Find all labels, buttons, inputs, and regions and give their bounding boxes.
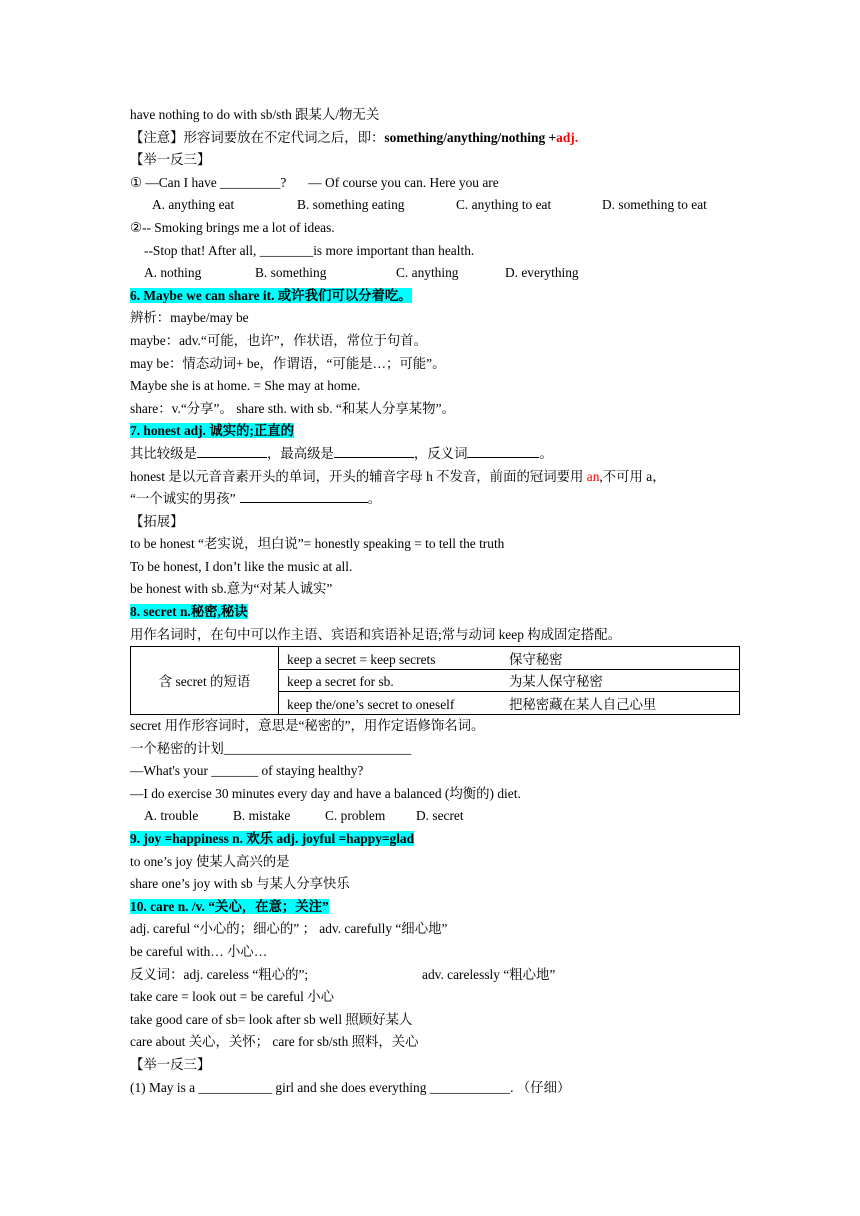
text-line: adj. careful “小心的；细心的” ； adv. carefully “细心地” (130, 921, 448, 937)
table-head-cell: 含 secret 的短语 (131, 647, 279, 715)
practice-heading: 【举一反三】 (130, 1056, 211, 1072)
section-heading-7: 7. honest adj. 诚实的;正直的 (130, 423, 295, 439)
text-line: be honest with sb.意为“对某人诚实” (130, 581, 333, 597)
text-line: share：v.“分享”。 share sth. with sb. “和某人分享某物”。 (130, 400, 455, 416)
question-line: (1) May is a ___________ girl and she does everything ____________. （仔细） (130, 1079, 571, 1095)
section-heading-9: 9. joy =happiness n. 欢乐 adj. joyful =happy=glad (130, 831, 415, 846)
text-line: to be honest “老实说，坦白说”= honestly speaking = to tell the truth (130, 536, 505, 552)
table-cell: keep a secret for sb. 为某人保守秘密 (279, 669, 740, 692)
table-cell: keep a secret = keep secrets 保守秘密 (279, 647, 740, 670)
question-line: —What's your _______ of staying healthy? (130, 763, 364, 779)
question-1-options: A. anything eat B. something eating C. anything to eat D. something to eat (152, 197, 707, 213)
text-line: care about 关心，关怀； care for sb/sth 照料，关心 (130, 1034, 419, 1050)
text-line: Maybe she is at home. = She may at home. (130, 378, 361, 394)
question-line: —I do exercise 30 minutes every day and have a balanced (均衡的) diet. (130, 785, 521, 801)
text-line: take good care of sb= look after sb well 照顾好某人 (130, 1011, 413, 1027)
secret-phrase-table (130, 646, 740, 715)
question-1: ① —Can I have _________? — Of course you can. Here you are (130, 174, 499, 190)
text-line: 一个秘密的计划____________________________ (130, 740, 412, 756)
section-heading-10: 10. care n. /v. “关心，在意；关注” (130, 898, 329, 914)
text-line: 反义词：adj. careless “粗心的”; adv. carelessly “粗心地” (130, 966, 556, 982)
text-line: maybe：adv.“可能，也许”，作状语，常位于句首。 (130, 332, 428, 348)
table-cell: keep the/one’s secret to oneself 把秘密藏在某人自己心里 (279, 692, 740, 715)
fill-line: 其比较级是 ，最高级是 ，反义词 。 (130, 443, 740, 466)
section-heading-6: 6. Maybe we can share it. 或许我们可以分着吃。 (130, 287, 412, 303)
text-line: 用作名词时，在句中可以作主语、宾语和宾语补足语;常与动词 keep 构成固定搭配。 (130, 626, 621, 642)
text-line: secret 用作形容词时，意思是“秘密的”，用作定语修饰名词。 (130, 718, 485, 734)
question-2: ②-- Smoking brings me a lot of ideas. (130, 219, 335, 235)
section-heading-8: 8. secret n.秘密,秘诀 (130, 604, 248, 620)
text-line: may be：情态动词+ be，作谓语，“可能是…；可能”。 (130, 355, 446, 371)
practice-heading: 【举一反三】 (130, 152, 211, 168)
text-line: take care = look out = be careful 小心 (130, 989, 334, 1005)
question-options: A. trouble B. mistake C. problem D. secret (144, 808, 464, 824)
text-line: To be honest, I don’t like the music at all. (130, 558, 353, 574)
document-page (130, 104, 740, 1099)
text-line: honest 是以元音音素开头的单词，开头的辅音字母 h 不发音，前面的冠词要用 an,不可用 a， (130, 468, 666, 484)
text-line: to one’s joy 使某人高兴的是 (130, 853, 290, 869)
question-2-options: A. nothing B. something C. anything D. everything (144, 265, 579, 281)
fill-line: “一个诚实的男孩” 。 (130, 488, 740, 511)
text-line: be careful with… 小心… (130, 943, 268, 959)
note-line: 【注意】形容词要放在不定代词之后，即：something/anything/nothing +adj. (130, 129, 579, 145)
extension-heading: 【拓展】 (130, 513, 184, 529)
text-line: have nothing to do with sb/sth 跟某人/物无关 (130, 107, 380, 122)
text-line: 辨析：maybe/may be (130, 310, 249, 326)
table-row (131, 647, 740, 670)
text-line: share one’s joy with sb 与某人分享快乐 (130, 876, 350, 892)
question-2-line: --Stop that! After all, ________is more important than health. (144, 242, 475, 258)
